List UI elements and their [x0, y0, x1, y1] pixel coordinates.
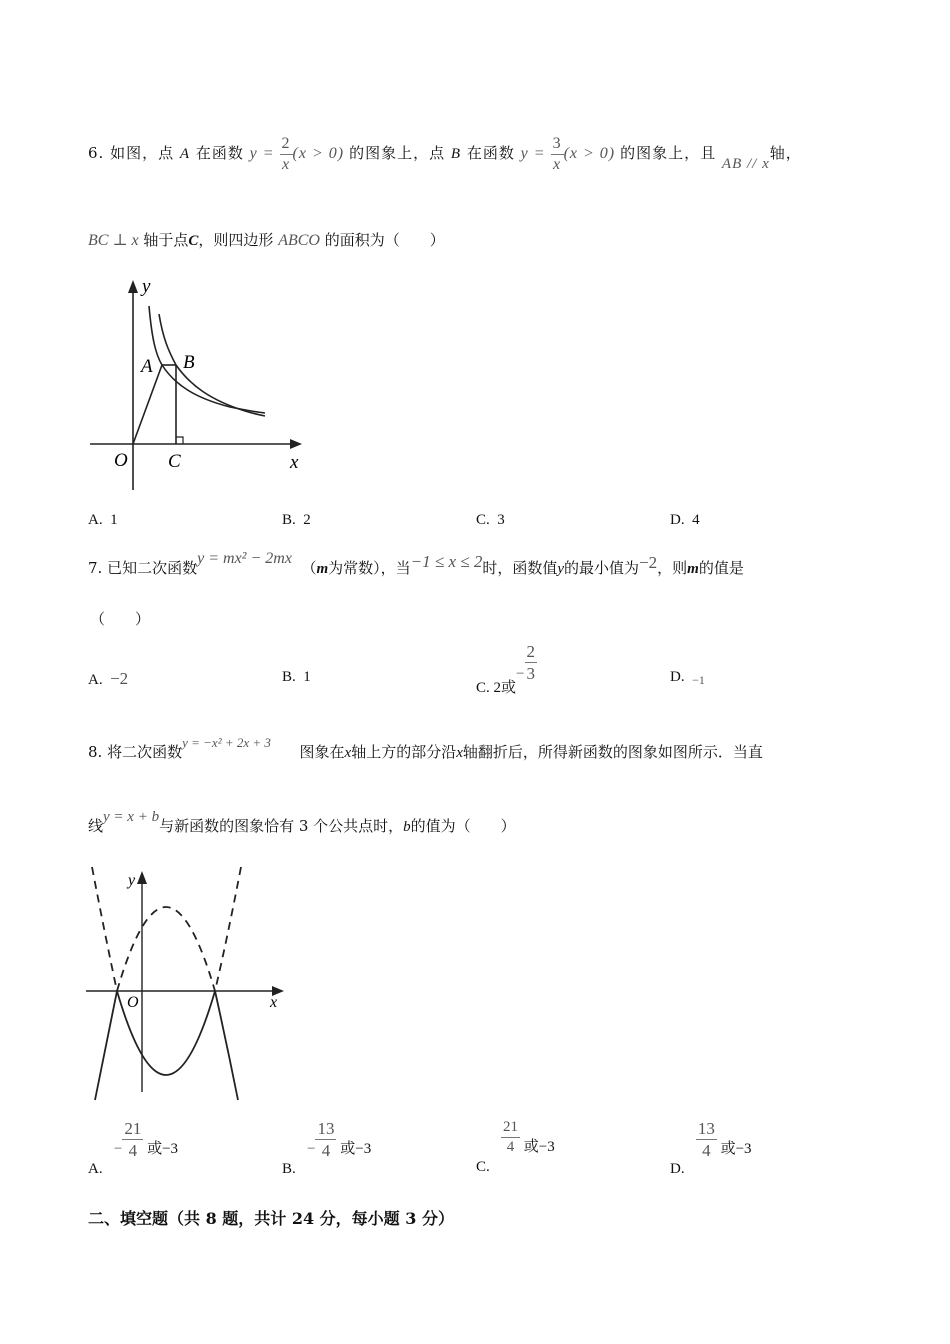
right-branch-solid	[215, 991, 238, 1100]
q7-range: −1 ≤ x ≤ 2	[410, 552, 483, 571]
q6-figure	[80, 270, 320, 500]
q7-option-b[interactable]: B. 1	[282, 669, 311, 685]
label-y: y	[128, 872, 136, 889]
q8-option-a[interactable]: A. − $\frac{21}{4}$ 或−3	[88, 1119, 179, 1177]
ab-parallel-x: AB // x	[721, 156, 770, 172]
label-o: O	[114, 450, 128, 471]
label-x: x	[270, 994, 278, 1011]
right-branch-dashed	[215, 867, 241, 991]
point-a: A	[179, 146, 191, 162]
q6-number: 6.	[88, 144, 105, 162]
y-axis-arrow-icon	[128, 280, 138, 293]
q8-option-b[interactable]: B. − $\frac{13}{4}$ 或−3	[282, 1119, 372, 1177]
q6-option-d[interactable]: D. 4	[670, 512, 700, 528]
label-b: B	[183, 352, 195, 373]
q7-function: y = mx² − 2mx	[197, 550, 292, 567]
function-2-over-x: y = $\frac{2}{x}$ (x > 0)	[249, 134, 345, 173]
q8-line2: 线y = x + b与新函数的图象恰有 3 个公共点时，b的值为（ ）	[88, 809, 516, 835]
q7-option-d[interactable]: D. $_{-1}$	[670, 669, 705, 687]
q7-option-c[interactable]: C. 2或− $\frac{2}{3}$	[476, 642, 535, 696]
q6-option-b[interactable]: B. 2	[282, 512, 311, 528]
left-branch-solid	[95, 991, 117, 1100]
q6-option-a[interactable]: A. 1	[88, 512, 118, 528]
q8-figure	[80, 855, 300, 1115]
original-arch-dashed	[117, 907, 215, 991]
left-branch-dashed	[92, 867, 117, 991]
section-heading: 二、填空题（共 8 题，共计 24 分，每小题 3 分）	[88, 1209, 454, 1228]
point-b: B	[450, 146, 462, 162]
curve-2-over-x	[149, 306, 265, 413]
q6-line2: BC ⊥ x 轴于点C，则四边形 ABCO 的面积为（ ）	[88, 231, 445, 249]
q7-line2: （ ）	[90, 610, 151, 628]
q6-option-c[interactable]: C. 3	[476, 512, 505, 528]
bc-perp-x: BC ⊥ x	[88, 232, 139, 249]
quad-abco: ABCO	[278, 232, 320, 249]
q6-line1: 6. 如图，点 A 在函数 y = $\frac{2}{x}$ (x > 0) 的图象上，点 B 在函数 y = $\frac{3}{x}$ (x > 0) 的图象上，且 AB // x轴，	[88, 134, 802, 173]
q8-line-equation: y = x + b	[103, 809, 160, 825]
q8-function: y = −x² + 2x + 3	[182, 735, 271, 750]
label-o: O	[127, 994, 139, 1011]
q8-option-c[interactable]: C. $\frac{21}{4}$ 或−3	[476, 1119, 555, 1175]
x-axis-arrow-icon	[290, 439, 302, 449]
q8-option-d[interactable]: D. $\frac{13}{4}$ 或−3	[670, 1119, 752, 1177]
label-x: x	[290, 452, 299, 473]
q7-number: 7.	[88, 559, 103, 577]
label-a: A	[141, 356, 153, 377]
q8-line1: 8. 将二次函数y = −x² + 2x + 3 图象在x轴上方的部分沿x轴翻折后，所得新函数的图象如图所示．当直	[88, 735, 763, 761]
right-angle-mark	[176, 437, 183, 444]
q7-line1: 7. 已知二次函数y = mx² − 2mx （m为常数），当−1 ≤ x ≤ 2时，函数值y的最小值为−2，则m的值是	[88, 550, 744, 577]
q7-option-a[interactable]: A. −2	[88, 669, 129, 688]
y-axis-arrow-icon	[137, 871, 147, 884]
q8-number: 8.	[88, 743, 103, 761]
label-c: C	[168, 451, 181, 472]
point-c: C	[188, 233, 199, 249]
function-3-over-x: y = $\frac{3}{x}$ (x > 0)	[520, 134, 616, 173]
label-y: y	[142, 276, 151, 297]
